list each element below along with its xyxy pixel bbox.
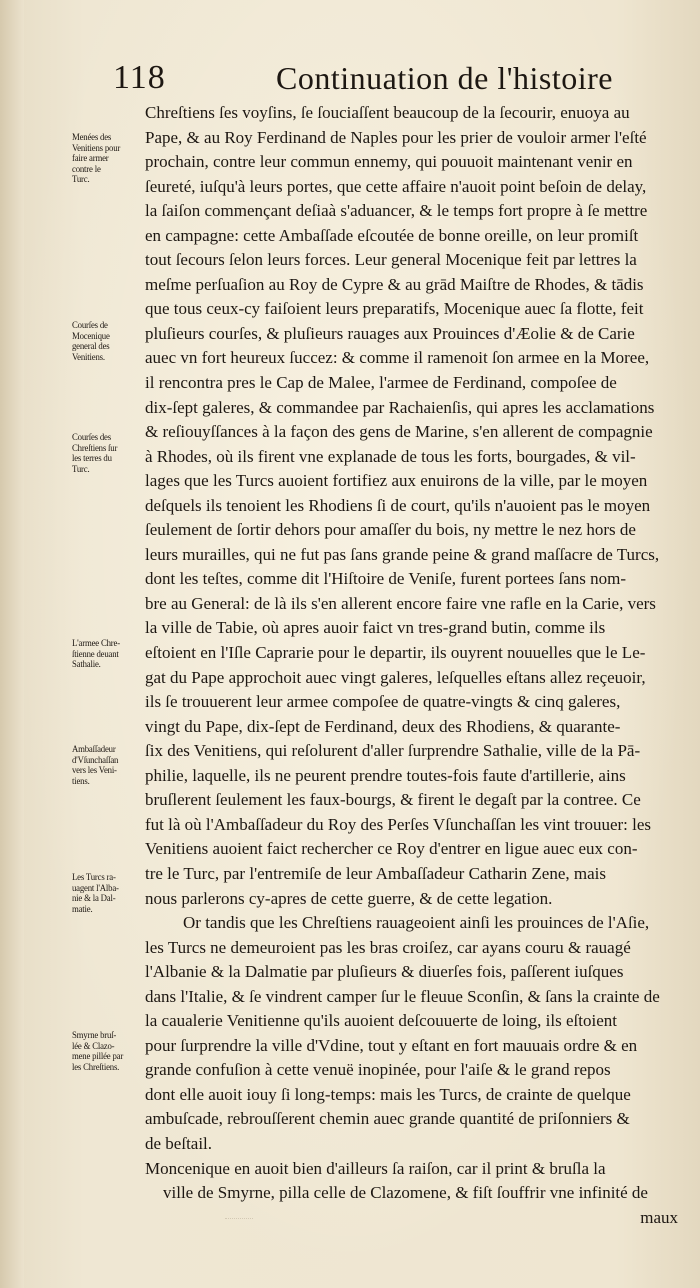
text-line: philie, laquelle, ils ne peurent prendre toutes-fois faute d'artillerie, ains xyxy=(145,765,626,785)
margin-note-line: faire armer xyxy=(72,153,109,163)
margin-note-line: vers les Veni- xyxy=(72,765,117,775)
margin-note-line: les terres du xyxy=(72,453,112,463)
text-line: de beſtail. xyxy=(145,1133,213,1153)
page-gutter xyxy=(0,0,24,1288)
text-line: nous parlerons cy-apres de cette guerre, & de cette legation. xyxy=(145,888,553,908)
margin-note-line: Courſes des xyxy=(72,432,111,442)
text-line: maux xyxy=(640,1207,678,1227)
text-line: la caualerie Venitienne qu'ils auoient deſcouuerte de loing, ils eſtoient xyxy=(145,1011,617,1031)
text-line: dont elle auoit iouy ſi long-temps: mais les Turcs, de crainte de quelque xyxy=(145,1084,631,1104)
text-line: à Rhodes, où ils firent vne explanade de tous les forts, bourgades, & vil- xyxy=(145,446,636,466)
text-line: ſix des Venitiens, qui reſolurent d'aller ſurprendre Sathalie, ville de la Pā- xyxy=(145,741,641,761)
text-line: en campagne: cette Ambaſſade eſcoutée de bonne oreille, on leur promiſt xyxy=(145,225,639,245)
text-line: Moncenique en auoit bien d'ailleurs ſa raiſon, car il print & bruſla la xyxy=(145,1158,606,1178)
margin-note-line: Smyrne bruſ- xyxy=(72,1030,117,1040)
margin-note-courses-chrestiens xyxy=(72,432,146,474)
text-line: lages que les Turcs auoient fortifiez aux enuirons de la ville, par le moyen xyxy=(145,471,648,491)
text-line: auec vn fort heureux ſuccez: & comme il ramenoit ſon armee en la Moree, xyxy=(145,348,650,368)
margin-note-line: d'Vſunchaſſan xyxy=(72,754,119,765)
text-line: fut là où l'Ambaſſadeur du Roy des Perſes Vſunchaſſan les vint trouuer: les xyxy=(145,814,652,834)
text-line: deſquels ils tenoient les Rhodiens ſi de court, qu'ils n'auoient pas le moyen xyxy=(145,495,651,515)
text-line: Or tandis que les Chreſtiens rauageoient ainſi les prouinces de l'Aſie, xyxy=(183,913,650,933)
text-line: ambuſcade, rebrouſſerent chemin auec grande quantité de priſonniers & xyxy=(145,1109,630,1129)
margin-note-line: Courſes de xyxy=(72,320,108,330)
text-line: grande confuſion à cette venuë inopinée, pour l'aiſe & le grand repos xyxy=(145,1060,611,1080)
text-line: Chreſtiens ſes voyſins, ſe ſouciaſſent beaucoup de la ſecourir, enuoya au xyxy=(145,103,630,122)
margin-note-armee-chrestienne xyxy=(72,638,146,670)
running-title: Continuation de l'histoire xyxy=(276,60,613,96)
margin-note-line: L'armee Chre- xyxy=(72,638,120,648)
text-line: bre au General: de là ils s'en allerent encore faire vne rafle en la Carie, vers xyxy=(145,593,656,613)
text-line: gat du Pape approchoit auec vingt galeres, leſquelles eſtans allez reçeuoir, xyxy=(145,667,646,687)
margin-note-smyrne xyxy=(72,1030,146,1072)
margin-note-line: contre le xyxy=(72,163,101,174)
text-line: dans l'Italie, & ſe vindrent camper ſur le fleuue Sconſin, & ſans la crainte de xyxy=(145,986,660,1006)
margin-note-line: matie. xyxy=(72,903,93,914)
margin-note-line: general des xyxy=(72,341,110,351)
text-line: Venitiens auoient faict rechercher ce Roy d'entrer en ligue auec eux con- xyxy=(145,839,638,859)
margin-note-turcs-albanie xyxy=(72,872,146,914)
margin-note-line: tiens. xyxy=(72,775,90,786)
text-line: tre le Turc, par l'entremiſe de leur Ambaſſadeur Catharin Zene, mais xyxy=(145,863,606,883)
text-line: la ville de Tabie, où apres auoir faict vn tres-grand butin, comme ils xyxy=(145,618,606,638)
text-line: eſtoient en l'Iſle Caprarie pour le departir, ils ouyrent nouuelles que le Le- xyxy=(145,643,646,663)
margin-note-line: les Chreſtiens. xyxy=(72,1061,120,1072)
text-line: & reſiouyſſances à la façon des gens de Marine, s'en allerent de compagnie xyxy=(145,422,653,442)
margin-note-menees xyxy=(72,132,146,185)
margin-note-line: Les Turcs ra- xyxy=(72,872,116,882)
margin-note-line: nie & la Dal- xyxy=(72,893,116,903)
text-line: ſeureté, iuſqu'à leurs portes, que cette affaire n'auoit point beſoin de delay, xyxy=(145,176,647,196)
margin-note-line: lée & Clazo- xyxy=(72,1040,115,1051)
margin-note-line: uagent l'Alba- xyxy=(72,882,119,893)
margin-note-line: Chreſtiens ſur xyxy=(72,442,118,453)
text-line: tout ſecours ſelon leurs forces. Leur general Mocenique feit par lettres la xyxy=(145,250,637,270)
text-line: dix-ſept galeres, & commandee par Rachaienſis, qui apres les acclamations xyxy=(145,397,655,417)
margin-note-line: Turc. xyxy=(72,174,90,184)
text-line: pour ſurprendre la ville d'Vdine, tout y eſtant en fort mauuais ordre & en xyxy=(145,1035,638,1055)
margin-note-line: Venitiens. xyxy=(72,351,105,362)
text-line: dont les teſtes, comme dit l'Hiſtoire de Veniſe, furent portees ſans nom- xyxy=(145,569,626,589)
text-line: il rencontra pres le Cap de Malee, l'armee de Ferdinand, compoſee de xyxy=(145,373,617,393)
text-line: Pape, & au Roy Ferdinand de Naples pour les prier de vouloir armer l'eſté xyxy=(145,127,647,147)
margin-note-line: mene pillée par xyxy=(72,1051,124,1061)
margin-note-line: Menées des xyxy=(72,132,112,142)
margin-note-line: Mocenique xyxy=(72,330,110,341)
main-text-block xyxy=(145,101,678,1230)
text-line: prochain, contre leur commun ennemy, qui pouuoit maintenant venir en xyxy=(145,152,633,172)
text-line: que tous ceux-cy faiſoient leurs preparatifs, Mocenique auec ſa flotte, feit xyxy=(145,299,644,319)
text-line: vingt du Pape, dix-ſept de Ferdinand, deux des Rhodiens, & quarante- xyxy=(145,716,621,736)
margin-note-line: ſtienne deuant xyxy=(72,648,119,659)
text-line: les Turcs ne demeuroient pas les bras croiſez, car ayans couru & rauagé xyxy=(145,937,631,957)
text-line: ville de Smyrne, pilla celle de Clazomene, & fiſt ſouffrir vne infinité de xyxy=(163,1183,648,1203)
text-line: l'Albanie & la Dalmatie par pluſieurs & diuerſes fois, paſſerent iuſques xyxy=(145,962,624,982)
text-line: pluſieurs courſes, & pluſieurs rauages aux Prouinces d'Æolie & de Carie xyxy=(145,323,635,343)
margin-note-ambassadeur xyxy=(72,744,146,786)
margin-note-line: Sathalie. xyxy=(72,659,101,669)
page-number: 118 xyxy=(113,59,166,96)
ink-smudge xyxy=(225,1218,253,1231)
text-line: leurs murailles, qui ne fut pas ſans grande peine & grand maſſacre de Turcs, xyxy=(145,544,660,564)
margin-note-line: Turc. xyxy=(72,463,90,474)
margin-note-courses-mocenique xyxy=(72,320,146,362)
text-line: meſme perſuaſion au Roy de Cypre & au grād Maiſtre de Rhodes, & tādis xyxy=(145,274,644,294)
text-line: ſeulement de ſortir dehors pour amaſſer du bois, ny mettre le nez hors de xyxy=(145,520,636,540)
text-line: la ſaiſon commençant deſiaà s'aduancer, & le temps fort propre à ſe mettre xyxy=(145,201,648,221)
page-header xyxy=(0,55,700,101)
margin-note-line: Venitiens pour xyxy=(72,142,121,153)
text-line: bruſlerent ſeulement les faux-bourgs, & firent le degaſt par la contree. Ce xyxy=(145,790,641,810)
text-line: ils ſe trouuerent leur armee compoſee de quatre-vingts & cinq galeres, xyxy=(145,692,621,712)
margin-note-line: Ambaſſadeur xyxy=(72,744,116,754)
